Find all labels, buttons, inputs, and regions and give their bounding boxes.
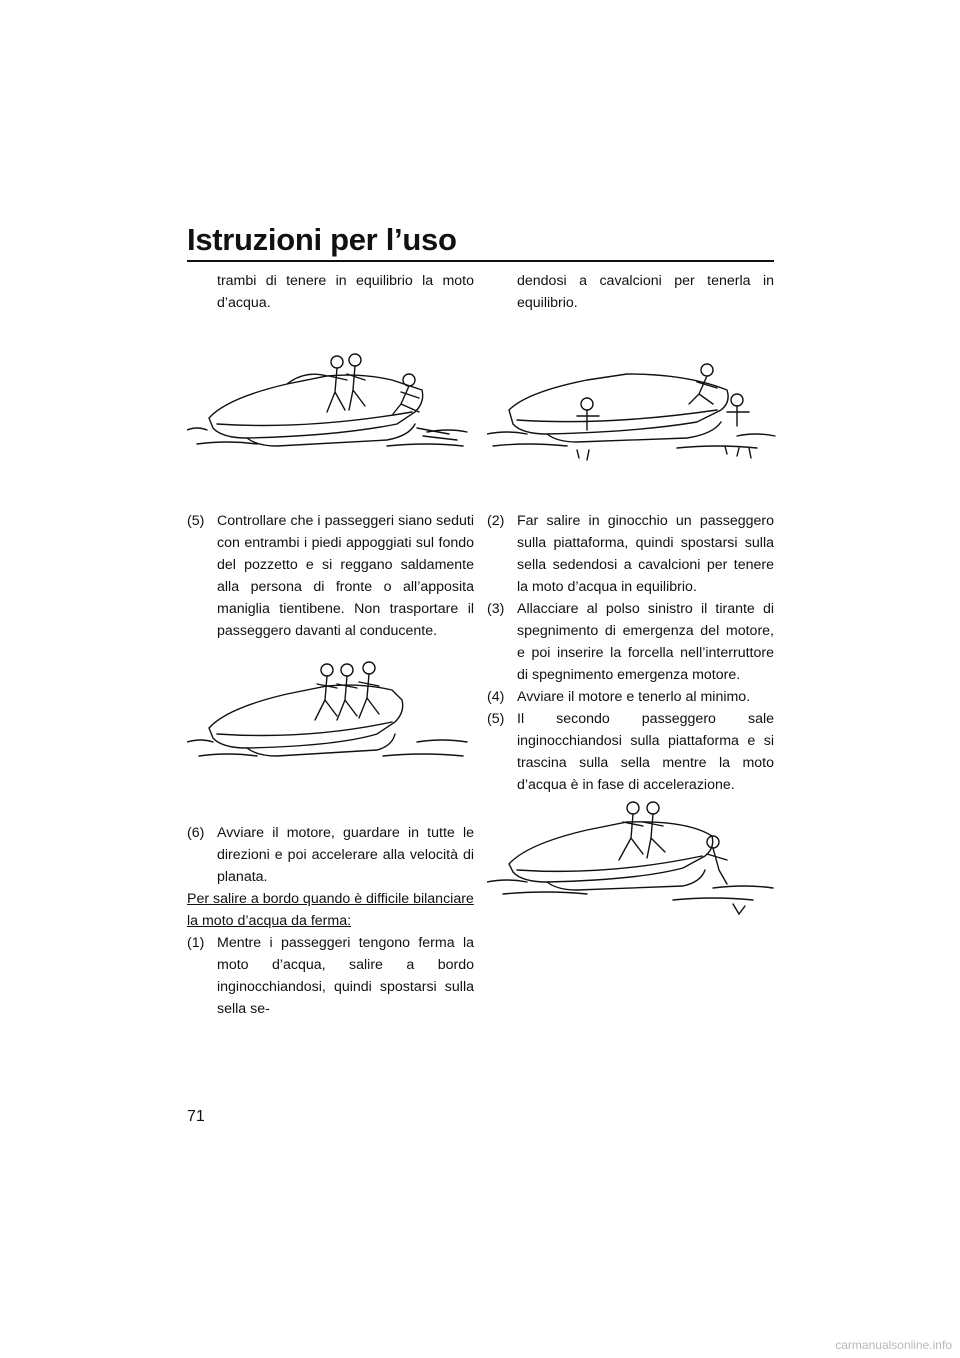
step-text: Far salire in ginocchio un passeggero sulla piattaforma, quindi spostarsi sulla sella sedendosi a cavalcioni per tenere la moto d’acqua in equilibrio. [517, 513, 774, 595]
step-item-3 [487, 598, 774, 686]
step-number: (1) [187, 935, 205, 951]
section-subheading: Per salire a bordo quando è difficile bilanciare la moto d’acqua da ferma: [187, 891, 474, 929]
step-number: (3) [487, 601, 505, 617]
watermark: carmanualsonline.info [835, 1338, 952, 1352]
step-text: Avviare il motore e tenerlo al minimo. [517, 689, 751, 705]
right-column-top [487, 270, 774, 314]
illustration-pwc-boarding-from-rear [187, 340, 477, 460]
step-item-1 [187, 932, 474, 1020]
header-rule [187, 260, 774, 262]
step-item-4 [487, 686, 774, 708]
step-number: (4) [487, 689, 505, 705]
step-text: Mentre i passeggeri tengono ferma la moto d’acqua, salire a bordo inginocchiandosi, quindi spostarsi sulla sella se- [217, 935, 474, 1017]
left-column-top [187, 270, 474, 314]
continued-text: trambi di tenere in equilibrio la moto d’acqua. [217, 273, 474, 311]
step-number: (5) [187, 513, 205, 529]
step-item-2 [487, 510, 774, 598]
left-column-bottom [187, 822, 474, 1020]
step-number: (6) [187, 825, 205, 841]
illustration-pwc-passengers-in-water [487, 350, 777, 470]
illustration-pwc-three-riders [187, 650, 477, 770]
page-header [187, 222, 774, 262]
left-column-mid [187, 510, 474, 642]
page-title: Istruzioni per l’uso [187, 222, 457, 257]
right-column-steps [487, 510, 774, 796]
step-item-5-left [187, 510, 474, 642]
step-text: Il secondo passeggero sale inginocchiandosi sulla piattaforma e si trascina sulla sella mentre la moto d’acqua è in fase di accelerazione. [517, 711, 774, 793]
step-text: Allacciare al polso sinistro il tirante di spegnimento di emergenza del motore, e poi inserire la forcella nell’interruttore di spegnimento emergenza motore. [517, 601, 774, 683]
continued-text: dendosi a cavalcioni per tenerla in equilibrio. [517, 273, 774, 311]
step-text: Controllare che i passeggeri siano seduti con entrambi i piedi appoggiati sul fondo del pozzetto e si reggano saldamente alla persona di fronte o all’apposita maniglia tientibene. Non trasportare il passeggero davanti al conducente. [217, 513, 474, 639]
step-number: (2) [487, 513, 505, 529]
step-item-5-right [487, 708, 774, 796]
step-text: Avviare il motore, guardare in tutte le direzioni e poi accelerare alla velocità di planata. [217, 825, 474, 885]
step-item-6 [187, 822, 474, 888]
illustration-pwc-passenger-climbing-aboard [487, 790, 777, 920]
step-number: (5) [487, 711, 505, 727]
page-number: 71 [187, 1108, 205, 1125]
